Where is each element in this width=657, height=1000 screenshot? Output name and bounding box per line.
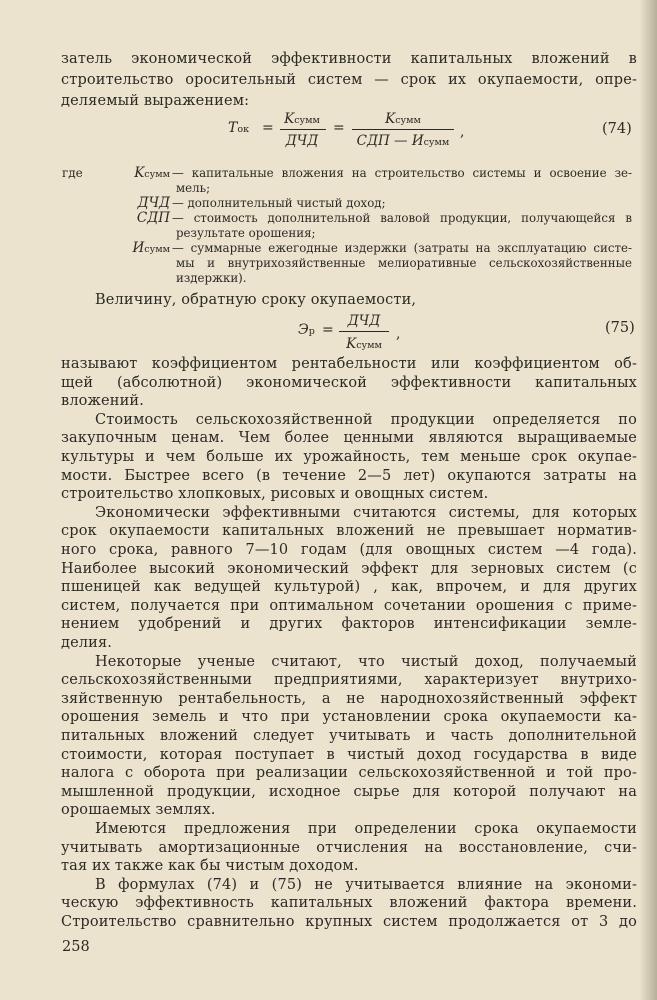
text-line: строительство оросительный систем — срок их окупаемости, опре- xyxy=(61,72,637,88)
text-line: ного срока, равного 7—10 годам (для овощных систем —4 года). xyxy=(61,542,637,558)
text-line: Наиболее высокий экономический эффект для зерновых систем (с xyxy=(61,560,637,577)
definition-term: Исумм xyxy=(132,240,170,256)
definition-term: ДЧД xyxy=(137,195,170,211)
equals-sign: = xyxy=(333,120,345,136)
definition-term: Kсумм xyxy=(134,165,170,181)
text-line: мышленной продукции, исходное сырье для которой получают на xyxy=(61,783,637,800)
fraction-bar xyxy=(280,129,326,130)
text-line: щей (абсолютной) экономической эффективности капитальных xyxy=(61,374,637,391)
definition-text: — дополнительный чистый доход; xyxy=(172,196,386,210)
text-line: делия. xyxy=(61,635,113,651)
fraction-numerator: Kсумм xyxy=(284,111,320,127)
text-line: орошения земель и что при установлении срока окупаемости ка- xyxy=(61,709,637,726)
where-label: где xyxy=(62,166,83,180)
text-line: учитывать амортизационные отчисления на восстановление, счи- xyxy=(61,839,637,856)
text-line: Строительство сравнительно крупных систем продолжается от 3 до xyxy=(61,914,637,930)
text-line: затель экономической эффективности капитальных вложений в xyxy=(61,51,637,67)
fraction-denominator: ДЧД xyxy=(285,133,319,149)
definition-text: мель; xyxy=(176,181,211,195)
fraction-numerator: Kсумм xyxy=(385,111,421,127)
definition-text: — капитальные вложения на строительство системы и освоение зе- xyxy=(172,166,632,180)
text-line: сельскохозяйственными предприятиями, характеризует внутрихо- xyxy=(61,672,637,689)
definition-text: издержки). xyxy=(176,271,247,285)
definition-text: — суммарные ежегодные издержки (затраты на эксплуатацию систе- xyxy=(172,241,632,255)
definition-term: СДП xyxy=(136,210,170,226)
text-line: деляемый выражением: xyxy=(61,93,250,109)
text-line: вложений. xyxy=(61,393,144,410)
text-line: орошаемых землях. xyxy=(61,802,216,819)
equation-number: (75) xyxy=(605,320,635,336)
text-line: нением удобрений и других факторов интенсификации земле- xyxy=(61,616,637,633)
equation-number: (74) xyxy=(602,121,632,137)
equals-sign: = xyxy=(322,322,334,338)
fraction-denominator: СДП — Исумм xyxy=(356,133,450,149)
text-line: Экономически эффективными считаются системы, для которых xyxy=(95,504,637,521)
text-line: срок окупаемости капитальных вложений не превышает норматив- xyxy=(61,523,637,540)
text-line: налога с оборота при реализации сельскохозяйственной и той про- xyxy=(61,765,637,782)
text-line: тая их также как бы чистым доходом. xyxy=(61,858,359,875)
text-line: культуры и чем больше их урожайность, тем меньше срок окупае- xyxy=(61,449,637,465)
definition-text: мы и внутрихозяйственные мелиоративные сельскохозяйственные xyxy=(176,256,632,270)
fraction-bar xyxy=(339,331,389,332)
comma: , xyxy=(396,326,401,342)
text-line: В формулах (74) и (75) не учитывается влияние на экономи- xyxy=(95,876,637,893)
text-line: мости. Быстрее всего (в течение 2—5 лет) окупаются затраты на xyxy=(61,467,637,484)
page-number: 258 xyxy=(62,939,90,955)
definition-text: результате орошения; xyxy=(176,226,316,240)
fraction-denominator: Kсумм xyxy=(346,336,382,352)
text-line: строительство хлопковых, рисовых и овощных систем. xyxy=(61,486,489,503)
fraction-numerator: ДЧД xyxy=(347,313,381,329)
text-line: пшеницей как ведущей культурой) , как, впрочем, и для других xyxy=(61,579,637,596)
text-line: Некоторые ученые считают, что чистый доход, получаемый xyxy=(95,653,637,670)
definition-text: — стоимость дополнительной валовой продукции, получающейся в xyxy=(172,211,632,225)
formula-lhs: Эр xyxy=(298,322,315,338)
formula-lhs: Tок xyxy=(228,120,250,136)
text-line: зяйственную рентабельность, а не народнохозяйственный эффект xyxy=(61,690,637,707)
fraction-bar xyxy=(352,129,454,130)
text-line: стоимости, которая поступает в чистый доход государства в виде xyxy=(61,746,637,763)
text-line: систем, получается при оптимальном сочетании орошения с приме- xyxy=(61,597,637,614)
text-line: питальных вложений следует учитывать и часть дополнительной xyxy=(61,728,637,744)
text-line: Величину, обратную сроку окупаемости, xyxy=(95,292,417,308)
text-line: называют коэффициентом рентабельности или коэффициентом об- xyxy=(61,356,637,372)
page-edge-shadow xyxy=(639,0,657,1000)
equals-sign: = xyxy=(262,120,274,136)
comma: , xyxy=(460,124,465,140)
text-line: Имеются предложения при определении срока окупаемости xyxy=(95,821,637,837)
text-line: Стоимость сельскохозяйственной продукции определяется по xyxy=(95,411,637,428)
text-line: закупочным ценам. Чем более ценными являются выращиваемые xyxy=(61,430,637,447)
text-line: ческую эффективность капитальных вложений фактора времени. xyxy=(61,895,637,912)
